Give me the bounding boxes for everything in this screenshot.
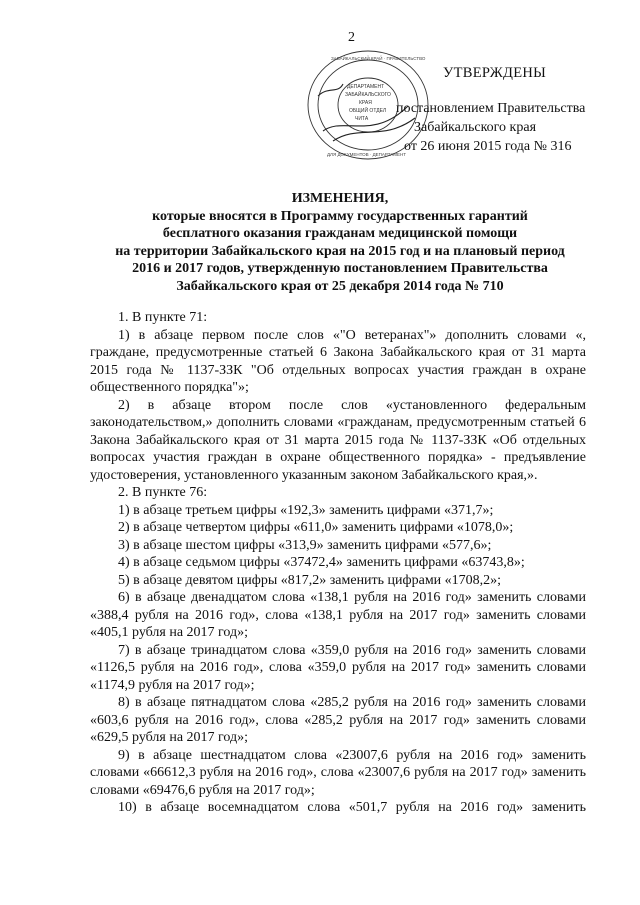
paragraph: 7) в абзаце тринадцатом слова «359,0 рубля на 2016 год» заменить словами «1126,5 рубля на 2016 год», слова «359,0 рубля на 2017 год» заменить словами «1174,9 рубля на 2017 год»; — [90, 642, 586, 693]
title-line-3: бесплатного оказания гражданам медицинской помощи — [162, 226, 518, 242]
paragraph: 2. В пункте 76: — [118, 485, 208, 500]
svg-text:ДЛЯ ДОКУМЕНТОВ · ДЕПАРТАМЕНТ: ДЛЯ ДОКУМЕНТОВ · ДЕПАРТАМЕНТ — [327, 152, 407, 157]
decree-line-2: Забайкальского края — [414, 120, 537, 135]
title-line-2: которые вносятся в Программу государственных гарантий — [152, 208, 528, 224]
title-line-6: Забайкальского края от 25 декабря 2014 года № 710 — [176, 278, 504, 294]
svg-text:ЗАБАЙКАЛЬСКОГО: ЗАБАЙКАЛЬСКОГО — [345, 92, 391, 98]
svg-text:КРАЯ: КРАЯ — [359, 100, 372, 106]
svg-text:ЗАБАЙКАЛЬСКИЙ КРАЙ · ПРАВИТЕЛЬ: ЗАБАЙКАЛЬСКИЙ КРАЙ · ПРАВИТЕЛЬСТВО — [331, 56, 426, 61]
paragraph: 1. В пункте 71: — [118, 310, 208, 325]
paragraph: 10) в абзаце восемнадцатом слова «501,7 рубля на 2016 год» заменить — [118, 800, 586, 815]
decree-reference — [396, 99, 636, 156]
document-title — [80, 190, 600, 296]
paragraph: 5) в абзаце девятом цифры «817,2» заменить цифрами «1708,2»; — [118, 572, 502, 588]
decree-line-1: постановлением Правительства — [396, 101, 586, 116]
svg-text:ЧИТА: ЧИТА — [355, 116, 369, 122]
title-line-5: 2016 и 2017 годов, утвержденную постановлением Правительства — [132, 261, 548, 277]
page-number: 2 — [348, 30, 355, 45]
paragraph: 1) в абзаце первом после слов «"О ветеранах"» дополнить словами «, граждане, предусмотренные статьей 6 Закона Забайкальского края от 31 марта 2015 года № 1137-ЗЗК "Об отдельных вопросах участия граждан в охране общественного порядка"»; — [90, 327, 586, 395]
paragraph: 3) в абзаце шестом цифры «313,9» заменить цифрами «577,6»; — [118, 537, 492, 553]
title-line-1: ИЗМЕНЕНИЯ, — [291, 191, 389, 206]
paragraph: 1) в абзаце третьем цифры «192,3» заменить цифрами «371,7»; — [118, 502, 494, 518]
paragraph: 2) в абзаце четвертом цифры «611,0» заменить цифрами «1078,0»; — [118, 520, 514, 535]
paragraph: 6) в абзаце двенадцатом слова «138,1 рубля на 2016 год» заменить словами «388,4 рубля на 2016 год», слова «138,1 рубля на 2017 год» заменить словами «405,1 рубля на 2017 год»; — [90, 590, 586, 640]
document-body — [90, 309, 586, 817]
decree-line-3: от 26 июня 2015 года № 316 — [404, 139, 572, 154]
paragraph: 8) в абзаце пятнадцатом слова «285,2 рубля на 2016 год» заменить словами «603,6 рубля на 2016 год», слова «285,2 рубля на 2017 год» заменить словами «629,5 рубля на 2017 год»; — [90, 695, 586, 745]
svg-text:ОБЩИЙ ОТДЕЛ: ОБЩИЙ ОТДЕЛ — [349, 108, 387, 114]
paragraph: 2) в абзаце втором после слов «установленного федеральным законодательством,» дополнить словами «гражданам, предусмотренным статьей 6 Закона Забайкальского края от 31 марта 2015 года № 1137-ЗЗК «Об отдельных вопросах участия граждан в охране общественного порядка» - предъявление удостоверения, установленного указанным законом Забайкальского края,». — [90, 397, 586, 483]
svg-text:ДЕПАРТАМЕНТ: ДЕПАРТАМЕНТ — [347, 84, 385, 90]
approved-heading: УТВЕРЖДЕНЫ — [443, 65, 547, 81]
paragraph: 4) в абзаце седьмом цифры «37472,4» заменить цифрами «63743,8»; — [118, 555, 525, 570]
title-line-4: на территории Забайкальского края на 2015 год и на плановый период — [115, 243, 565, 259]
paragraph: 9) в абзаце шестнадцатом слова «23007,6 рубля на 2016 год» заменить словами «66612,3 рубля на 2016 год», слова «23007,6 рубля на 2017 год» заменить словами «69476,6 рубля на 2017 год»; — [90, 747, 586, 798]
